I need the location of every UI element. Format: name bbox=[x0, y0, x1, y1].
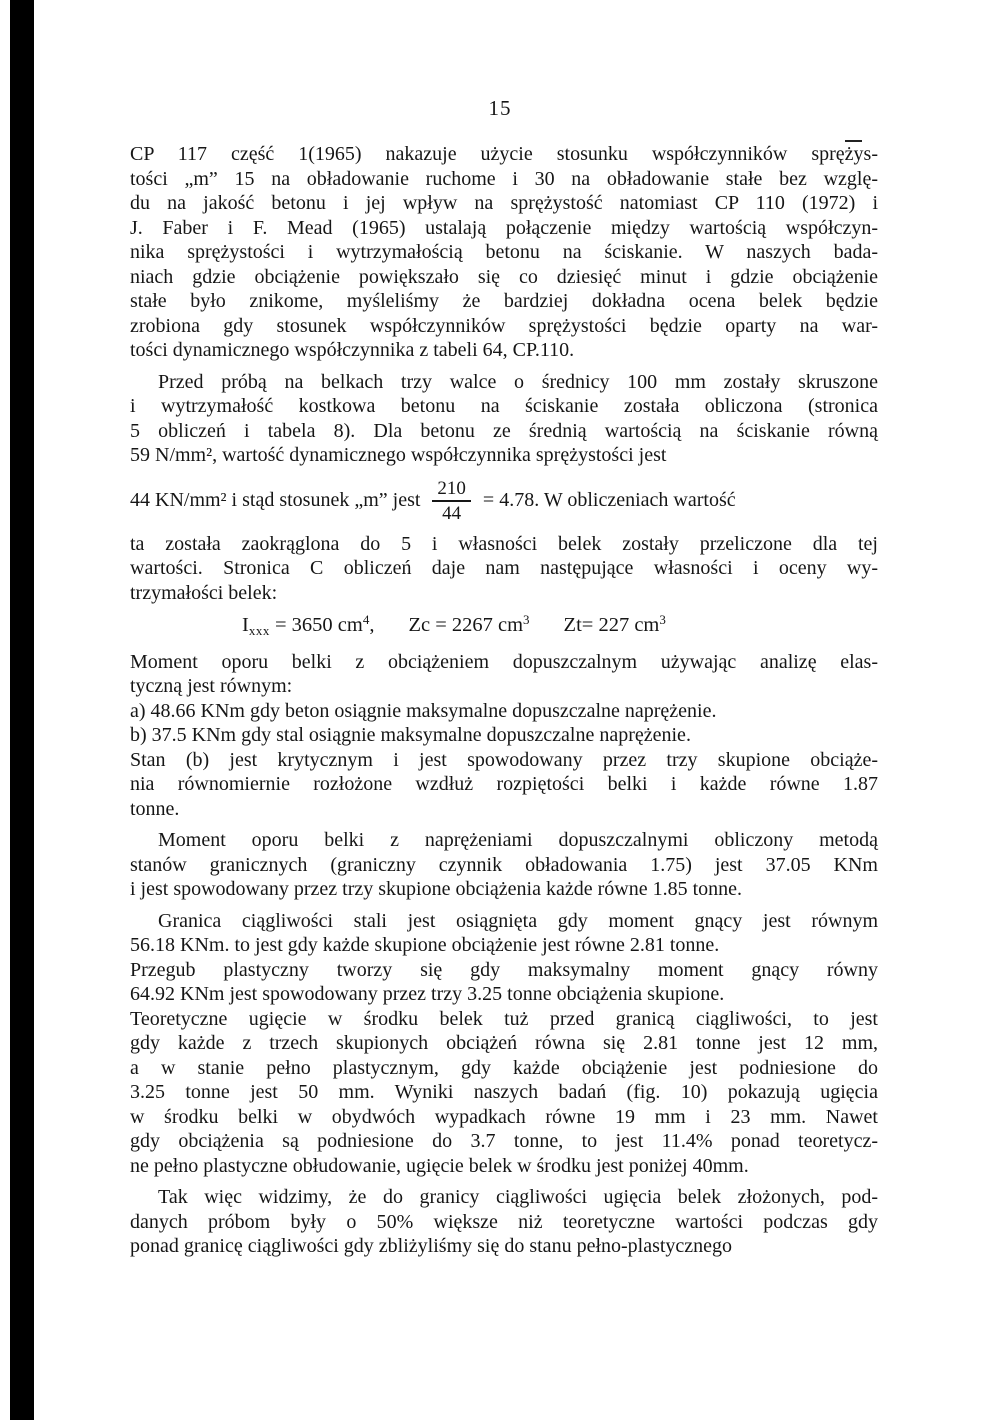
fraction-numerator: 210 bbox=[432, 478, 471, 502]
text-line: Stan (b) jest krytycznym i jest spowodowany przez trzy skupione obciąże- bbox=[130, 748, 878, 771]
inline-formula bbox=[130, 478, 878, 524]
text-line: 64.92 KNm jest spowodowany przez trzy 3.25 tonne obciążenia skupione. bbox=[130, 983, 725, 1005]
text-line: du na jakość betonu i jej wpływ na sprężystość natomiast CP 110 (1972) i bbox=[130, 192, 878, 214]
text-line: 3.25 tonne jest 50 mm. Wyniki naszych badań (fig. 10) pokazują ugięcia bbox=[130, 1081, 878, 1103]
text-line: danych próbom były o 50% większe niż teoretyczne wartości podczas gdy bbox=[130, 1210, 878, 1233]
equation-value: 227 cm bbox=[593, 614, 660, 636]
equation-exponent: 3 bbox=[659, 612, 666, 627]
text-line: 56.18 KNm. to jest gdy każde skupione obciążenie jest równe 2.81 tonne. bbox=[130, 934, 720, 956]
text-line: Tak więc widzimy, że do granicy ciągliwości ugięcia belek złożonych, pod- bbox=[158, 1186, 878, 1208]
text-line: i jest spowodowany przez trzy skupione obciążenia każde równe 1.85 tonne. bbox=[130, 878, 743, 900]
text-line: trzymałości belek: bbox=[130, 581, 278, 604]
formula-prefix-text: 44 KN/mm² i stąd stosunek „m” jest bbox=[130, 489, 421, 512]
text-line: tości „m” 15 na obładowanie ruchome i 30 na obładowanie stałe bez wzglę- bbox=[130, 167, 878, 190]
text-line: Moment oporu belki z obciążeniem dopuszczalnym używając analizę elas- bbox=[130, 650, 878, 673]
text-line: stałe było znikome, myśleliśmy że bardziej dokładna ocena belek będzie bbox=[130, 290, 878, 312]
equation-line bbox=[130, 613, 878, 640]
equation-symbol: I bbox=[242, 614, 249, 636]
paragraph bbox=[130, 370, 878, 468]
text-line: Przed próbą na belkach trzy walce o średnicy 100 mm zostały skruszone bbox=[158, 370, 878, 393]
text-line: Teoretyczne ugięcie w środku belek tuż przed granicą ciągliwości, to jest bbox=[130, 1007, 878, 1030]
text-line: gdy każde z trzech skupionych obciążeń równa się 2.81 tonne jest 12 mm, bbox=[130, 1032, 878, 1054]
text-line: CP 117 część 1(1965) nakazuje użycie stosunku współczynników sprężys- bbox=[130, 143, 878, 165]
paragraph bbox=[130, 1185, 878, 1259]
text-line: ne pełno plastyczne obłudowanie, ugięcie belek w środku jest poniżej 40mm. bbox=[130, 1154, 749, 1177]
fraction bbox=[432, 478, 471, 524]
text-line: nia równomiernie rozłożone wzdłuż rozpiętości belki i każde równe 1.87 bbox=[130, 773, 878, 795]
text-line: nika sprężystości i wytrzymałością betonu na ściskanie. W naszych bada- bbox=[130, 241, 878, 263]
text-line: niach gdzie obciążenie powiększało się co dziesięć minut i gdzie obciążenie bbox=[130, 265, 878, 288]
equation-symbol: Zc bbox=[408, 614, 431, 636]
text-line: a) 48.66 KNm gdy beton osiągnie maksymalne dopuszczalne naprężenie. bbox=[130, 699, 717, 722]
paragraph bbox=[130, 828, 878, 902]
equation-exponent: 4 bbox=[362, 612, 370, 627]
paragraph bbox=[130, 142, 878, 363]
text-line: zrobiona gdy stosunek współczynników sprężystości będzie oparty na war- bbox=[130, 314, 878, 337]
text-line: a w stanie pełno plastycznym, gdy każde obciążenie jest podniesione do bbox=[130, 1056, 878, 1079]
text-line: w środku belki w obydwóch wypadkach równe 19 mm i 23 mm. Nawet bbox=[130, 1105, 878, 1128]
page-number: 15 bbox=[488, 96, 512, 120]
equation-separator: , bbox=[369, 614, 375, 636]
text-block bbox=[130, 142, 878, 1266]
scan-edge-bar bbox=[10, 0, 34, 1420]
text-line: Moment oporu belki z naprężeniami dopuszczalnymi obliczony metodą bbox=[158, 829, 878, 851]
text-line: tonne. bbox=[130, 797, 180, 820]
equation-term bbox=[564, 614, 666, 636]
text-line: tości dynamicznego współczynnika z tabeli 64, CP.110. bbox=[130, 339, 575, 361]
text-line: tyczną jest równym: bbox=[130, 675, 293, 697]
text-line: stanów granicznych (graniczny czynnik obładowania 1.75) jest 37.05 KNm bbox=[130, 853, 878, 876]
paragraph bbox=[130, 909, 878, 1179]
formula-suffix-text: = 4.78. W obliczeniach wartość bbox=[482, 489, 736, 512]
text-line: Granica ciągliwości stali jest osiągnięta gdy moment gnący jest równym bbox=[158, 909, 878, 932]
text-line: Przegub plastyczny tworzy się gdy maksymalny moment gnący równy bbox=[130, 958, 878, 981]
equation-value: = 3650 cm bbox=[269, 614, 363, 636]
text-line: gdy obciążenia są podniesione do 3.7 tonne, to jest 11.4% ponad teoretycz- bbox=[130, 1130, 878, 1152]
text-line: J. Faber i F. Mead (1965) ustalają połączenie między wartością współczyn- bbox=[130, 216, 878, 239]
text-line: b) 37.5 KNm gdy stal osiągnie maksymalne dopuszczalne naprężenie. bbox=[130, 724, 691, 746]
text-line: 5 obliczeń i tabela 8). Dla betonu ze średnią wartością na ściskanie równą bbox=[130, 419, 878, 442]
paragraph bbox=[130, 532, 878, 606]
paragraph bbox=[130, 650, 878, 822]
fraction-denominator: 44 bbox=[442, 502, 462, 524]
equation-subscript: xxx bbox=[248, 623, 270, 638]
equation-value: = 2267 cm bbox=[430, 614, 524, 636]
text-line: i wytrzymałość kostkowa betonu na ściskanie została obliczona (stronica bbox=[130, 395, 878, 417]
text-line: ta została zaokrąglona do 5 i własności belek zostały przeliczone dla tej bbox=[130, 532, 878, 555]
text-line: ponad granicę ciągliwości gdy zbliżyliśmy się do stanu pełno-plastycznego bbox=[130, 1235, 733, 1257]
equation-term bbox=[242, 614, 374, 636]
text-line: 59 N/mm², wartość dynamicznego współczynnika sprężystości jest bbox=[130, 444, 667, 466]
equation-term bbox=[408, 614, 529, 636]
equation-symbol: Zt= bbox=[563, 614, 594, 636]
equation-exponent: 3 bbox=[523, 612, 530, 627]
text-line: wartości. Stronica C obliczeń daje nam następujące własności i oceny wy- bbox=[130, 557, 878, 579]
